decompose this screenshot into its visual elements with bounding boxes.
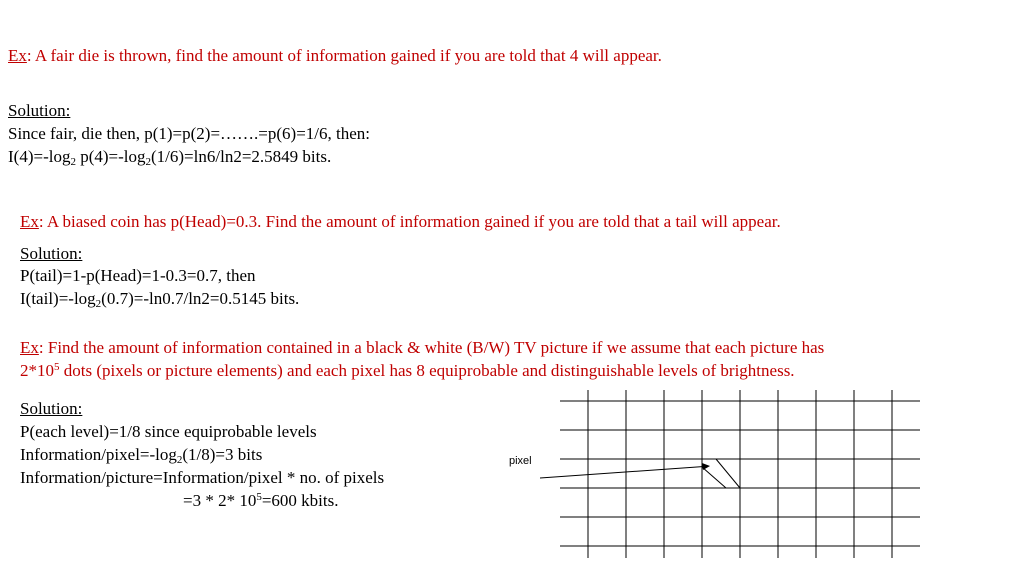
- ex1-solution-label: Solution:: [8, 101, 71, 120]
- ex3-solution-line1: P(each level)=1/8 since equiprobable levels: [20, 422, 317, 441]
- pixel-pointer-arrow: [540, 467, 704, 479]
- ex3-label: Ex: [20, 338, 39, 357]
- ex3-question-line1: Ex: Find the amount of information contained in a black & white (B/W) TV picture if we assume that each picture has: [20, 338, 825, 357]
- ex3-solution-label: Solution:: [20, 399, 83, 418]
- ex1-solution-line1: Since fair, die then, p(1)=p(2)=…….=p(6)=1/6, then:: [8, 124, 370, 143]
- pixel-hatch-line: [702, 467, 726, 488]
- ex2-solution-line1: P(tail)=1-p(Head)=1-0.3=0.7, then: [20, 266, 256, 285]
- ex2-solution-line2: $I(tail)=-\log_2(0.7)=-\ln 0.7/\ln 2=0.5145$ bits.: [20, 289, 300, 310]
- ex1-label: Ex: [8, 46, 27, 65]
- ex2-solution-label: Solution:: [20, 244, 83, 263]
- ex3-solution-line4: =3 * 2* $10^5=600$ kbits.: [183, 491, 339, 510]
- ex2-question: Ex: A biased coin has p(Head)=0.3. Find the amount of information gained if you are told that a tail will appear.: [20, 212, 781, 231]
- ex2-label: Ex: [20, 212, 39, 231]
- pixel-hatch-line: [716, 459, 740, 488]
- pixel-label: pixel: [509, 455, 532, 467]
- ex1-solution-line2: $I(4)=-\log_2$ $p(4)=-\log_2(1/6)=\ln 6/\ln 2=2.5849$ bits.: [8, 147, 332, 168]
- pixel-grid-diagram: [540, 388, 920, 560]
- pixel-pointer-arrowhead: [702, 463, 710, 470]
- ex3-solution-line3: Information/picture=Information/pixel * no. of pixels: [20, 468, 385, 487]
- ex1-question: Ex: A fair die is thrown, find the amount of information gained if you are told that 4 will appear.: [8, 46, 662, 65]
- ex3-question-line2: $2*10^5$ dots (pixels or picture elements) and each pixel has 8 equiprobable and distinguishable levels of brightness.: [20, 361, 795, 380]
- ex3-solution-line2: Information/$pixel=-\log_2(1/8)=3$ bits: [20, 445, 263, 466]
